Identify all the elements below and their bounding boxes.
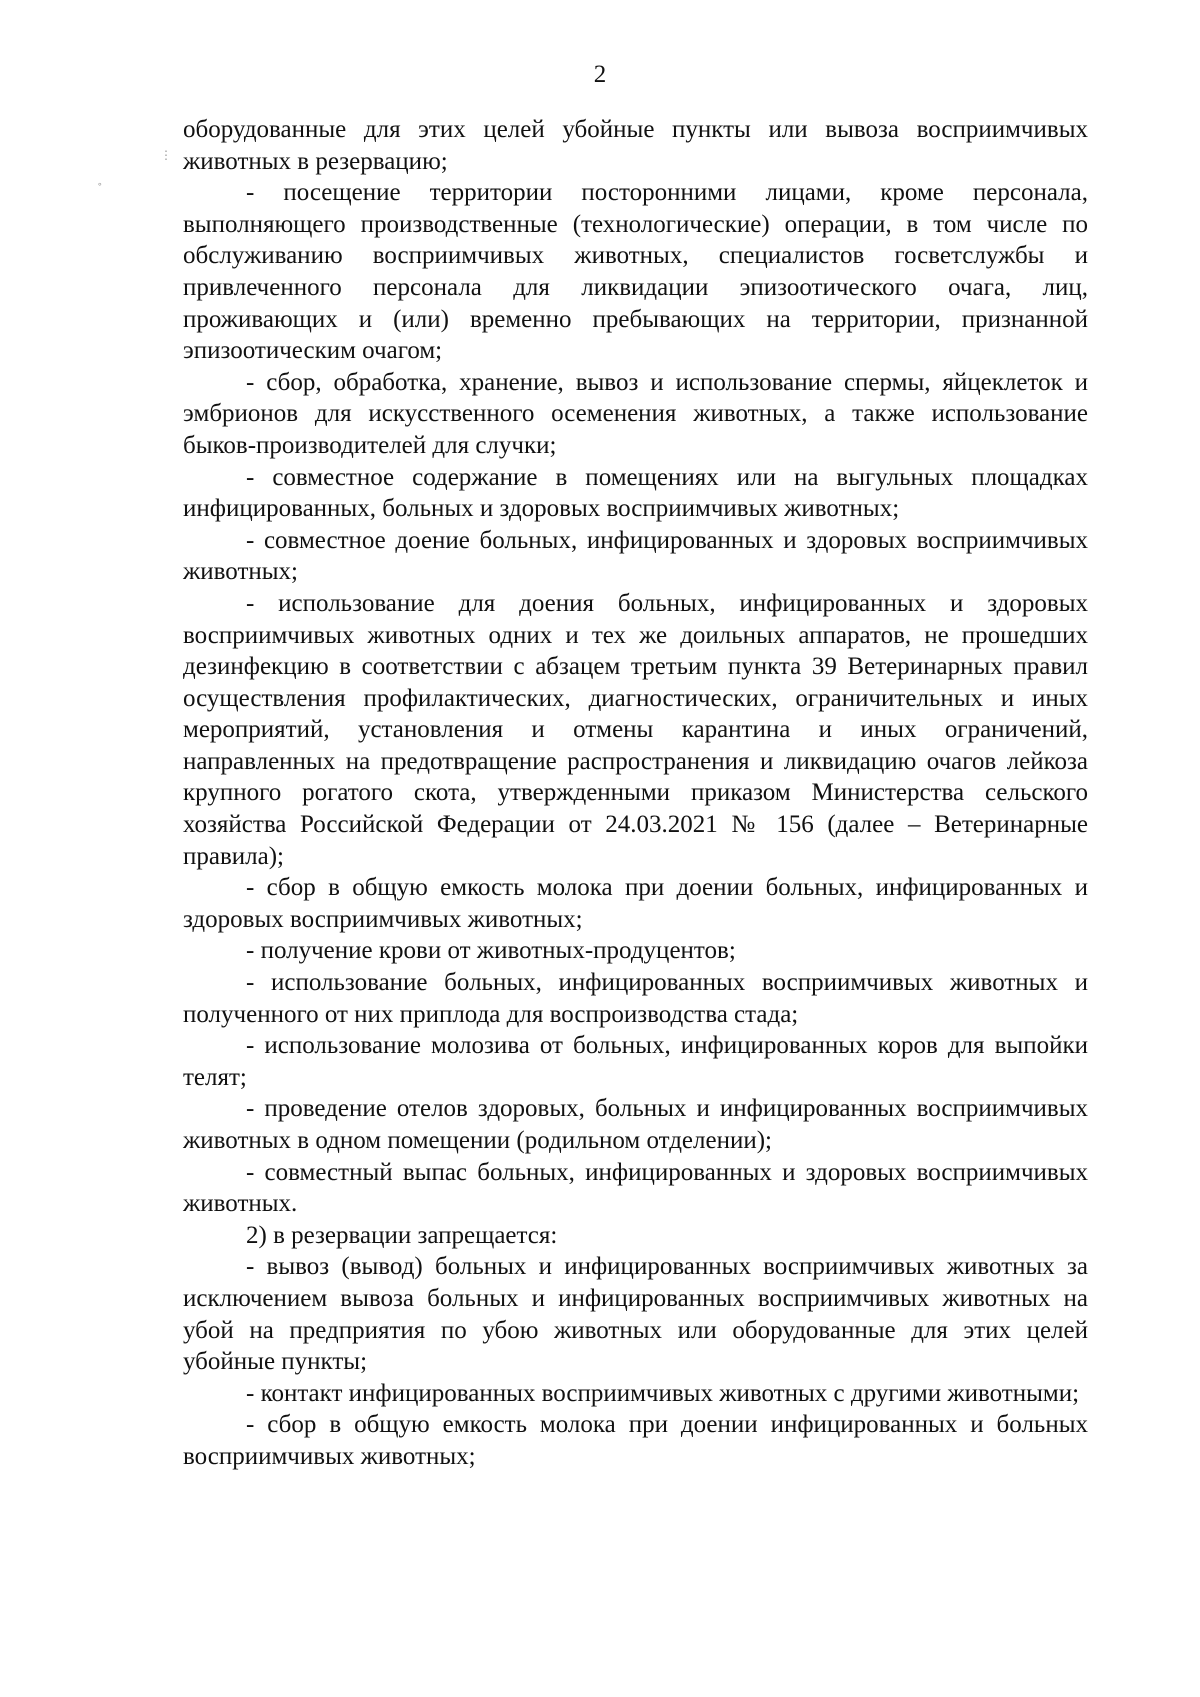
paragraph-14: - контакт инфицированных восприимчивых животных с другими животными; <box>246 1379 1080 1407</box>
paragraph-13: - вывоз (вывод) больных и инфицированных восприимчивых животных за исключением вывоза больных и инфицированных восприимчивых животных на убой на предприятия по убою животных или оборудованные для этих целей убойные пункты; <box>183 1253 1088 1376</box>
scan-speck-mark: ∘ <box>97 180 103 190</box>
paragraph-1: - посещение территории посторонними лицами, кроме персонала, выполняющего производственные (технологические) операции, в том числе по обслуживанию восприимчивых животных, специалистов госветслужбы и привлеченного персонала для ликвидации эпизоотического очага, лиц, проживающих и (или) временно пребывающих на территории, признанной эпизоотическим очагом; <box>183 179 1088 365</box>
paragraph-4: - совместное доение больных, инфицированных и здоровых восприимчивых животных; <box>183 526 1088 586</box>
paragraph-8: - использование больных, инфицированных восприимчивых животных и полученного от них приплода для воспроизводства стада; <box>183 969 1088 1028</box>
body-text <box>183 114 1088 1473</box>
paragraph-0: оборудованные для этих целей убойные пункты или вывоза восприимчивых животных в резервацию; <box>183 116 1088 175</box>
paragraph-3: - совместное содержание в помещениях или на выгульных площадках инфицированных, больных и здоровых восприимчивых животных; <box>183 463 1088 523</box>
paragraph-7: - получение крови от животных-продуцентов; <box>246 937 736 965</box>
paragraph-12: 2) в резервации запрещается: <box>246 1221 558 1249</box>
paragraph-10: - проведение отелов здоровых, больных и инфицированных восприимчивых животных в одном помещении (родильном отделении); <box>183 1095 1088 1154</box>
scan-speck-mark: ⋮ <box>160 148 172 162</box>
paragraph-5: - использование для доения больных, инфицированных и здоровых восприимчивых животных одних и тех же доильных аппаратов, не прошедших дезинфекцию в соответствии с абзацем третьим пункта 39 Ветеринарных правил осуществления профилактических, диагностических, ограничительных и иных мероприятий, установления и отмены карантина и иных ограничений, направленных на предотвращение распространения и ликвидацию очагов лейкоза крупного рогатого скота, утвержденными приказом Министерства сельского хозяйства Российской Федерации от 24.03.2021 № 156 (далее – Ветеринарные правила); <box>183 589 1088 870</box>
paragraph-11: - совместный выпас больных, инфицированных и здоровых восприимчивых животных. <box>183 1158 1088 1218</box>
page-number: 2 <box>593 61 607 88</box>
paragraph-9: - использование молозива от больных, инфицированных коров для выпойки телят; <box>183 1032 1088 1091</box>
paragraph-6: - сбор в общую емкость молока при доении больных, инфицированных и здоровых восприимчивых животных; <box>183 874 1088 933</box>
paragraph-2: - сбор, обработка, хранение, вывоз и использование спермы, яйцеклеток и эмбрионов для искусственного осеменения животных, а также использование быков-производителей для случки; <box>183 368 1088 459</box>
paragraph-15: - сбор в общую емкость молока при доении инфицированных и больных восприимчивых животных; <box>183 1411 1088 1470</box>
